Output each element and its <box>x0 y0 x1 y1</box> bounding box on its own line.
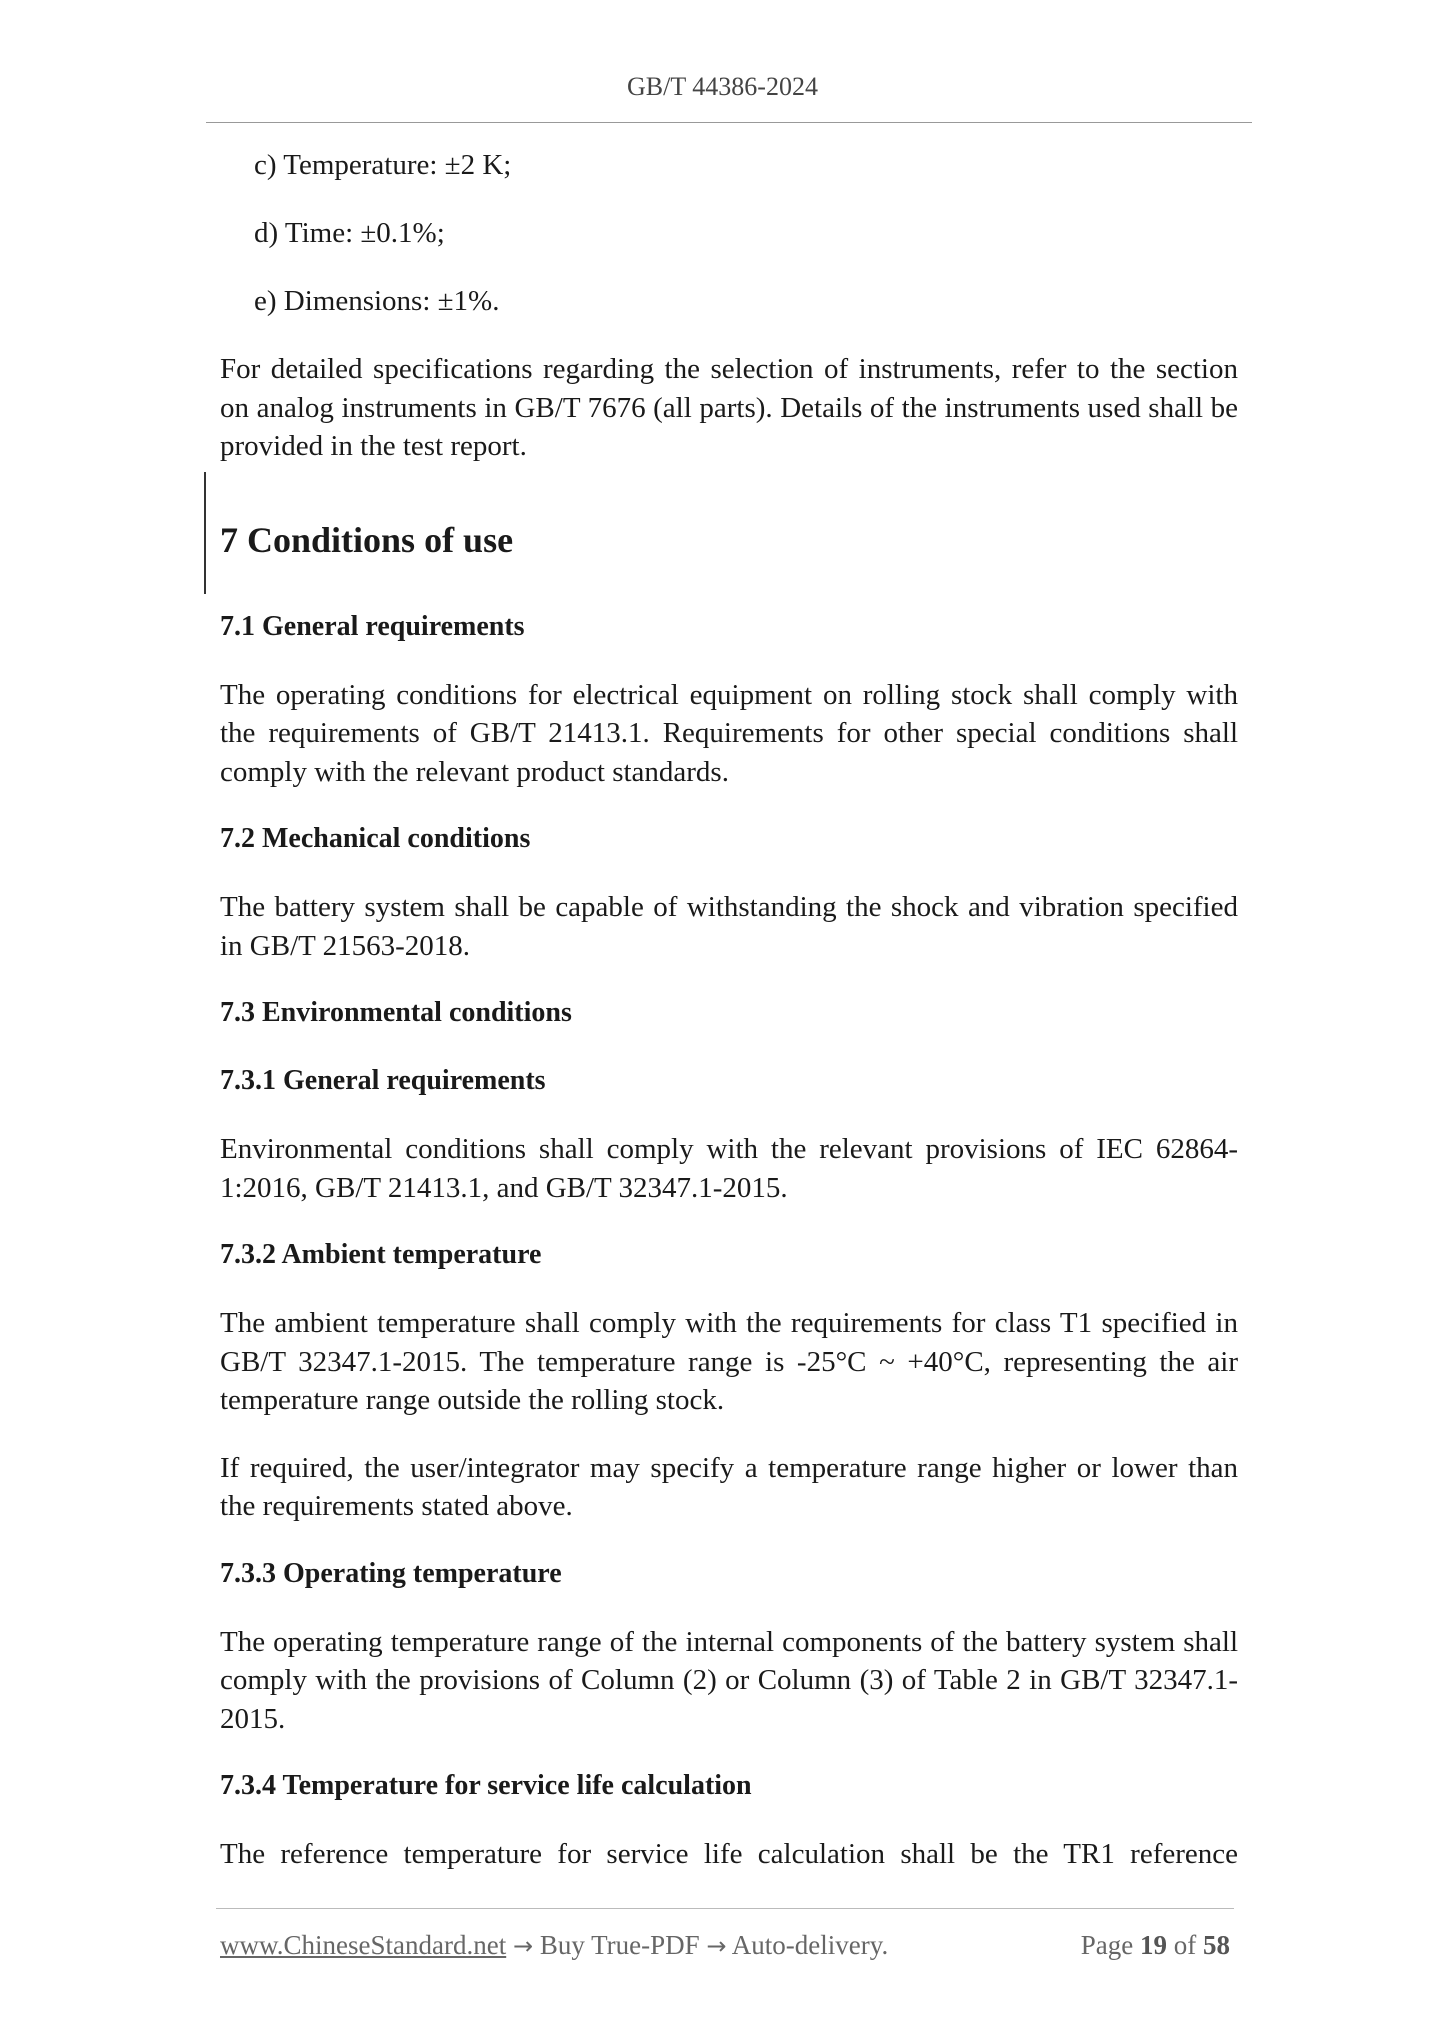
section-7-2-paragraph: The battery system shall be capable of withstanding the shock and vibration specified in GB/T 21563-2018. <box>220 891 1238 962</box>
section-7-3-4-heading: 7.3.4 Temperature for service life calculation <box>220 1770 752 1801</box>
auto-delivery-text: Auto-delivery. <box>731 1930 889 1960</box>
section-7-heading: 7 Conditions of use <box>220 519 514 560</box>
revision-change-bar <box>204 472 206 594</box>
section-7-3-2-paragraph-1: The ambient temperature shall comply with the requirements for class T1 specified in GB/T 32347.1-2015. The temperature range is -25°C ~ +40°C, representing the air temperature range outside the rolling stock. <box>220 1307 1238 1416</box>
section-7-1-paragraph: The operating conditions for electrical equipment on rolling stock shall comply with the requirements of GB/T 21413.1. Requirements for other special conditions shall comply with the relevant product standards. <box>220 678 1238 788</box>
section-7-3-1-heading: 7.3.1 General requirements <box>220 1065 546 1096</box>
section-7-3-2-paragraph-2: If required, the user/integrator may specify a temperature range higher or lower than the requirements stated above. <box>220 1451 1238 1522</box>
section-7-3-1-paragraph: Environmental conditions shall comply with the relevant provisions of IEC 62864-1:2016, GB/T 21413.1, and GB/T 32347.1-2015. <box>220 1133 1238 1204</box>
footer-promo <box>220 1930 888 1961</box>
document-id-header: GB/T 44386-2024 <box>627 72 818 101</box>
page-content <box>220 146 1238 1903</box>
page-total: 58 <box>1203 1930 1230 1960</box>
footer-divider <box>216 1908 1234 1909</box>
page-label: Page <box>1080 1930 1134 1960</box>
arrow-right-icon: → <box>706 1932 727 1960</box>
buy-true-pdf-text: Buy True-PDF <box>539 1930 700 1960</box>
page-number: 19 <box>1140 1930 1167 1960</box>
list-item-temperature: c) Temperature: ±2 K; <box>254 149 512 181</box>
instrument-selection-paragraph: For detailed specifications regarding the selection of instruments, refer to the section on analog instruments in GB/T 7676 (all parts). Details of the instruments used shall be provided in the test report. <box>220 353 1238 462</box>
section-7-3-4-paragraph: The reference temperature for service life calculation shall be the TR1 reference <box>220 1838 1238 1870</box>
list-item-dimensions: e) Dimensions: ±1%. <box>254 285 500 317</box>
arrow-right-icon: → <box>512 1932 534 1960</box>
section-7-3-heading: 7.3 Environmental conditions <box>220 997 572 1028</box>
list-item-time: d) Time: ±0.1%; <box>254 217 445 249</box>
of-label: of <box>1173 1930 1197 1960</box>
header-divider <box>206 122 1252 123</box>
site-link[interactable]: www.ChineseStandard.net <box>220 1930 507 1960</box>
section-7-3-3-paragraph: The operating temperature range of the internal components of the battery system shall comply with the provisions of Column (2) or Column (3) of Table 2 in GB/T 32347.1-2015. <box>220 1625 1238 1735</box>
section-7-2-heading: 7.2 Mechanical conditions <box>220 823 531 854</box>
section-7-1-heading: 7.1 General requirements <box>220 610 525 642</box>
section-7-3-3-heading: 7.3.3 Operating temperature <box>220 1557 562 1589</box>
section-7-3-2-heading: 7.3.2 Ambient temperature <box>220 1239 542 1270</box>
page-counter <box>1081 1930 1230 1961</box>
